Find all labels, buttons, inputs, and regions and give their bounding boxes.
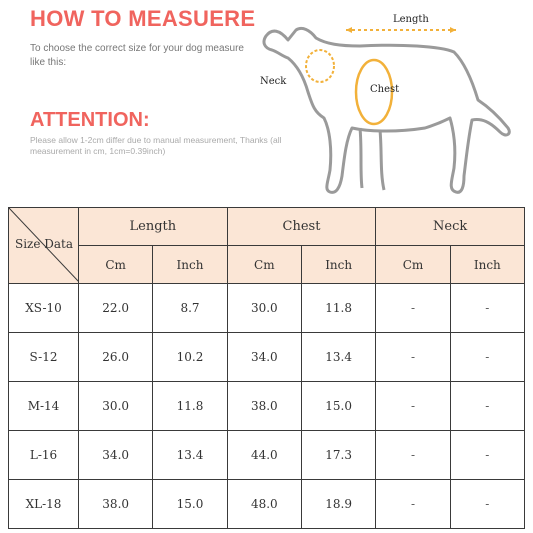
unit-header: Cm: [79, 246, 153, 284]
size-cell: XL-18: [9, 480, 79, 529]
size-cell: M-14: [9, 382, 79, 431]
table-cell: 34.0: [79, 431, 153, 480]
unit-header: Cm: [376, 246, 450, 284]
table-cell: -: [376, 382, 450, 431]
table-cell: 11.8: [153, 382, 227, 431]
table-group-header-row: [9, 208, 525, 246]
table-row: [9, 480, 525, 529]
unit-header: Inch: [153, 246, 227, 284]
table-cell: 30.0: [227, 284, 301, 333]
table-cell: 13.4: [153, 431, 227, 480]
measure-instructions: To choose the correct size for your dog measure like this:: [30, 43, 244, 68]
table-cell: -: [376, 431, 450, 480]
table-cell: 15.0: [153, 480, 227, 529]
table-cell: 13.4: [301, 333, 375, 382]
length-arrow-left-icon: [346, 27, 352, 33]
table-cell: 22.0: [79, 284, 153, 333]
table-cell: 8.7: [153, 284, 227, 333]
neck-label: Neck: [260, 76, 287, 87]
table-cell: 26.0: [79, 333, 153, 382]
table-cell: -: [450, 284, 524, 333]
corner-label: Size Data: [14, 237, 74, 251]
page-title: HOW TO MEASUERE: [30, 6, 256, 31]
size-chart-table: [8, 207, 525, 529]
table-cell: 48.0: [227, 480, 301, 529]
length-arrow-right-icon: [450, 27, 456, 33]
table-cell: -: [376, 333, 450, 382]
table-row: [9, 382, 525, 431]
table-cell: 30.0: [79, 382, 153, 431]
attention-note: Please allow 1-2cm differ due to manual measurement, Thanks (all measurement in cm, 1cm=0.39inch): [30, 135, 282, 156]
size-cell: XS-10: [9, 284, 79, 333]
table-cell: -: [376, 480, 450, 529]
neck-measure-loop: [306, 50, 334, 82]
table-cell: 17.3: [301, 431, 375, 480]
unit-header: Cm: [227, 246, 301, 284]
unit-header: Inch: [301, 246, 375, 284]
dog-front-legs: [360, 128, 384, 190]
dog-measurement-diagram: [250, 0, 520, 200]
table-cell: 44.0: [227, 431, 301, 480]
table-row: [9, 431, 525, 480]
table-cell: 10.2: [153, 333, 227, 382]
table-cell: 15.0: [301, 382, 375, 431]
table-cell: -: [450, 382, 524, 431]
length-label: Length: [393, 14, 429, 25]
table-cell: 38.0: [227, 382, 301, 431]
size-cell: S-12: [9, 333, 79, 382]
group-header-length: Length: [79, 208, 228, 246]
unit-header: Inch: [450, 246, 524, 284]
table-cell: -: [450, 333, 524, 382]
size-cell: L-16: [9, 431, 79, 480]
chest-label: Chest: [370, 84, 400, 95]
corner-cell: [9, 208, 79, 284]
group-header-chest: Chest: [227, 208, 376, 246]
group-header-neck: Neck: [376, 208, 525, 246]
table-row: [9, 284, 525, 333]
table-cell: -: [450, 480, 524, 529]
table-cell: -: [376, 284, 450, 333]
attention-title: ATTENTION:: [30, 109, 150, 131]
table-cell: 18.9: [301, 480, 375, 529]
table-cell: 38.0: [79, 480, 153, 529]
table-row: [9, 333, 525, 382]
table-cell: -: [450, 431, 524, 480]
table-cell: 11.8: [301, 284, 375, 333]
table-unit-header-row: [9, 246, 525, 284]
table-cell: 34.0: [227, 333, 301, 382]
dog-silhouette: [264, 28, 509, 192]
